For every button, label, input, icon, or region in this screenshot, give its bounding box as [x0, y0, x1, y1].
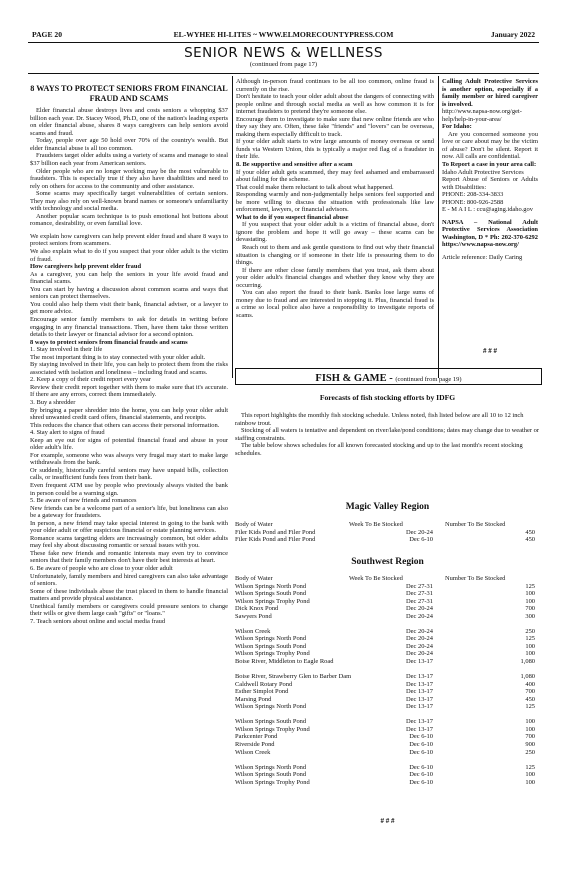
number-cell: 900: [525, 741, 535, 749]
paragraph: You could also help them visit their bank, financial adviser, or a lawyer to get more advice.: [30, 300, 228, 316]
table-row: [235, 536, 535, 544]
article-column-3: [442, 78, 538, 262]
article-column-2: [236, 78, 434, 320]
paragraph: Article reference: Daily Caring: [442, 254, 523, 262]
week-cell: Dec 20-24: [406, 612, 433, 620]
row-gap: [235, 620, 535, 628]
paragraph: The most important thing is to stay connected with your older adult.: [30, 353, 206, 361]
number-cell: 100: [525, 778, 535, 786]
column-header: Number To Be Stocked: [445, 521, 506, 528]
paragraph: Encourage senior family members to ask for details in writing before engaging in any financial transactions. Then, have them take those written details to their lawyer or financial advisor for a second opinion.: [30, 315, 228, 339]
table-row: [235, 726, 535, 734]
paragraph: This reduces the chance that others can access their personal information.: [30, 421, 220, 429]
number-cell: 400: [525, 680, 535, 688]
number-cell: 100: [525, 597, 535, 605]
fish-game-end-mark: # # #: [380, 817, 395, 825]
table-row: [235, 749, 535, 757]
table-row: [235, 628, 535, 636]
water-cell: Wilson Springs Trophy Pond: [235, 597, 310, 605]
paragraph: 6. Be aware of people who are close to your older adult: [30, 565, 173, 572]
week-cell: Dec 20-24: [406, 650, 433, 658]
week-cell: Dec 6-10: [409, 733, 433, 741]
number-cell: 450: [525, 536, 535, 544]
paragraph: 1. Stay involved in their life: [30, 346, 103, 354]
number-cell: 100: [525, 718, 535, 726]
table-row: [235, 681, 535, 689]
week-cell: Dec 27-31: [406, 597, 433, 605]
column-divider: [438, 76, 439, 378]
paragraph: Idaho Adult Protective Services: [442, 168, 524, 176]
number-cell: 100: [525, 642, 535, 650]
week-cell: Dec 13-17: [406, 658, 433, 666]
week-cell: Dec 27-31: [406, 582, 433, 590]
number-cell: 300: [525, 612, 535, 620]
paragraph: If your older adult gets scammed, they may feel ashamed and embarrassed about falling for the scheme.: [236, 168, 434, 184]
paragraph: Today, people over age 50 hold over 70% of the country's wealth. But elder financial abuse is all too common.: [30, 137, 228, 152]
paragraph: 5. Be aware of new friends and romances: [30, 497, 137, 505]
number-cell: 1,080: [520, 658, 535, 666]
week-cell: Dec 6-10: [409, 778, 433, 786]
water-cell: Wilson Creek: [235, 627, 271, 635]
water-cell: Parkcenter Pond: [235, 733, 278, 741]
water-cell: Caldwell Rotary Pond: [235, 680, 293, 688]
table-row: [235, 771, 535, 779]
article-end-mark: # # #: [483, 347, 497, 355]
paragraph: That could make them reluctant to talk about what happened.: [236, 183, 394, 191]
paragraph: For example, someone who was always very frugal may start to make large withdrawals from the bank.: [30, 451, 228, 467]
number-cell: 1,080: [520, 673, 535, 681]
week-cell: Dec 20-24: [406, 635, 433, 643]
paragraph: http://www.napsa-now.org/get-help/help-in-your-area/: [442, 108, 522, 123]
paragraph: Unfortunately, family members and hired caregivers can also take advantage of seniors.: [30, 572, 228, 588]
number-cell: 100: [525, 590, 535, 598]
water-cell: Boise River, Middleton to Eagle Road: [235, 658, 334, 666]
table-row: [235, 703, 535, 711]
week-cell: Dec 6-10: [409, 536, 433, 544]
table-row: [235, 741, 535, 749]
publication-line: EL-WYHEE HI-LITES ~ WWW.ELMORECOUNTYPRESS.COM: [173, 30, 394, 39]
water-cell: Riverside Pond: [235, 741, 275, 749]
week-cell: Dec 20-24: [406, 642, 433, 650]
paragraph: If your older adult starts to wire large amounts of money overseas or send funds via Western Union, this is typically a major red flag of a fraudster in their life.: [236, 138, 434, 161]
stocking-table-southwest: [235, 575, 535, 786]
column-header: Body of Water: [235, 521, 273, 528]
table-row: [235, 658, 535, 666]
water-cell: Wilson Creek: [235, 748, 271, 756]
subheading: NAPSA – National Adult Protective Services Association Washington, D * Ph: 202-370-6292 https://www.napsa-now.org/: [442, 218, 538, 249]
week-cell: Dec 27-31: [406, 590, 433, 598]
column-header: Body of Water: [235, 575, 273, 582]
number-cell: 700: [525, 605, 535, 613]
week-cell: Dec 20-24: [406, 627, 433, 635]
water-cell: Marsing Pond: [235, 695, 272, 703]
table-row: [235, 673, 535, 681]
paragraph: Reach out to them and ask gentle questions to find out why their financial situation is changing or if someone in their life is pressuring them to do things.: [236, 244, 434, 267]
paragraph: PHONE: 208-334-3833: [442, 191, 504, 199]
week-cell: Dec 13-17: [406, 673, 433, 681]
forecast-title: Forecasts of fish stocking efforts by IDFG: [319, 393, 456, 402]
number-cell: 125: [525, 582, 535, 590]
paragraph: 2. Keep a copy of their credit report every year: [30, 376, 151, 384]
stocking-table-magic-valley: [235, 521, 535, 544]
paragraph: Responding warmly and non-judgmentally helps seniors feel supported and be more willing to discuss the situation with professionals like law enforcement, lawyers, or financial advisors.: [236, 191, 434, 214]
week-cell: Dec 20-24: [406, 605, 433, 613]
table-row: [235, 688, 535, 696]
subheading: 8 ways to protect seniors from financial frauds and scams: [30, 338, 188, 346]
issue-date: January 2022: [490, 30, 535, 39]
paragraph: Another popular scam technique is to push emotional hot buttons about romance, desirability, or even familial love.: [30, 212, 228, 228]
water-cell: Esther Simplot Pond: [235, 688, 289, 696]
paragraph: 7. Teach seniors about online and social media fraud: [30, 617, 166, 625]
week-cell: Dec 6-10: [409, 748, 433, 756]
paragraph: Don't hesitate to teach your older adult about the dangers of connecting with people online and through social media as well as how common it is for internet fraudsters to pretend they're someone else.: [236, 93, 434, 116]
table-header: [235, 521, 535, 529]
table-row: [235, 590, 535, 598]
table-row: [235, 583, 535, 591]
intro-paragraph: The table below shows schedules for all known forecasted stocking and up to the last month's recent stocking schedules.: [235, 442, 523, 457]
fish-game-continued: (continued from page 19): [395, 376, 462, 383]
column-header: Week To Be Stocked: [349, 575, 403, 582]
week-cell: Dec 6-10: [409, 763, 433, 771]
water-cell: Sawyers Pond: [235, 612, 272, 620]
column-divider: [232, 76, 233, 378]
paragraph: By bringing a paper shredder into the home, you can help your older adult shred unwanted credit card offers, financial statements, and receipts.: [30, 406, 228, 422]
water-cell: Wilson Springs South Pond: [235, 771, 307, 779]
number-cell: 450: [525, 528, 535, 536]
paragraph: Elder financial abuse destroys lives and costs seniors a whopping $37 billion each year. Dr. Stacey Wood, Ph.D, one of the nation's leading experts on elder financial abuse, shares 8 ways caregivers can help seniors avoid scams and fraud.: [30, 107, 228, 137]
row-gap: [235, 711, 535, 719]
water-cell: Filer Kids Pond and Filer Pond: [235, 528, 316, 536]
paragraph: In person, a new friend may take special interest in going to the bank with your older adult or offer suspicious financial or estate planning services.: [30, 519, 228, 535]
table-header: [235, 575, 535, 583]
table-row: [235, 613, 535, 621]
paragraph: New friends can be a welcome part of a senior's life, but loneliness can also be a gateway for fraudsters.: [30, 504, 228, 520]
table-row: [235, 605, 535, 613]
number-cell: 250: [525, 748, 535, 756]
paragraph: 3. Buy a shredder: [30, 398, 76, 406]
paragraph: Even frequent ATM use by people who previously always visited the bank in person could be a warning sign.: [30, 481, 228, 497]
number-cell: 100: [525, 771, 535, 779]
water-cell: Wilson Springs Trophy Pond: [235, 725, 310, 733]
subheading: Calling Adult Protective Services is another option, especially if a family member or hired caregiver is involved.: [442, 78, 538, 108]
paragraph: Although in-person fraud continues to be all too common, online fraud is currently on the rise.: [236, 78, 434, 93]
week-cell: Dec 20-24: [406, 528, 433, 536]
table-row: [235, 718, 535, 726]
number-cell: 100: [525, 650, 535, 658]
intro-paragraph: Stocking of all waters is tentative and dependent on river/lake/pond conditions; dates may change due to weather or staffing constraints.: [235, 427, 540, 442]
number-cell: 250: [525, 627, 535, 635]
week-cell: Dec 13-17: [406, 688, 433, 696]
number-cell: 125: [525, 635, 535, 643]
paragraph: We explain how caregivers can help prevent elder fraud and share 8 ways to protect seniors from scammers.: [30, 232, 228, 248]
number-cell: 700: [525, 733, 535, 741]
masthead: [28, 29, 539, 41]
subheading: 8. Be supportive and sensitive after a scam: [236, 161, 353, 169]
banner-subtitle: (continued from page 17): [249, 61, 318, 68]
subheading: For Idaho:: [442, 123, 472, 131]
paragraph: If there are other close family members that you trust, ask them about your older adult's financial changes and whether they know why they are occurring.: [236, 266, 434, 289]
row-gap: [235, 666, 535, 674]
fish-game-header: [235, 368, 542, 385]
paragraph: As a caregiver, you can help the seniors in your life avoid fraud and financial scams.: [30, 270, 228, 286]
subheading: How caregivers help prevent elder fraud: [30, 263, 142, 271]
masthead-rule: [28, 42, 539, 43]
week-cell: Dec 13-17: [406, 725, 433, 733]
paragraph: You can start by having a discussion about common scams and ways that seniors can protect themselves.: [30, 285, 228, 301]
number-cell: 125: [525, 703, 535, 711]
page-number: PAGE 20: [32, 30, 63, 39]
number-cell: 450: [525, 695, 535, 703]
article-title: 8 WAYS TO PROTECT SENIORS FROM FINANCIAL FRAUD AND SCAMS: [30, 84, 228, 103]
water-cell: Wilson Springs Trophy Pond: [235, 650, 310, 658]
fish-game-title: FISH & GAME -: [315, 373, 396, 384]
table-row: [235, 529, 535, 537]
table-row: [235, 643, 535, 651]
paragraph: Review their credit report together with them to make sure that it's accurate. If there are any errors, correct them immediately.: [30, 383, 228, 399]
water-cell: Wilson Springs North Pond: [235, 582, 307, 590]
table-row: [235, 696, 535, 704]
paragraph: Romance scams targeting elders are increasingly common, but older adults may feel shy about discussing romantic or sexual issues with you.: [30, 534, 228, 550]
water-cell: Boise River, Strawberry Glen to Barber Dam: [235, 673, 352, 681]
paragraph: Fraudsters target older adults using a variety of scams and manage to steal $37 billion each year from American seniors.: [30, 152, 228, 168]
row-gap: [235, 756, 535, 764]
week-cell: Dec 6-10: [409, 741, 433, 749]
subheading: To Report a case in your area call:: [442, 161, 537, 169]
water-cell: Wilson Springs South Pond: [235, 590, 307, 598]
column-header: Week To Be Stocked: [349, 521, 403, 528]
banner-rule: [28, 73, 539, 74]
table-row: [235, 733, 535, 741]
week-cell: Dec 13-17: [406, 703, 433, 711]
water-cell: Wilson Springs North Pond: [235, 763, 307, 771]
week-cell: Dec 6-10: [409, 771, 433, 779]
subheading: What to do if you suspect financial abuse: [236, 213, 349, 221]
water-cell: Wilson Springs Trophy Pond: [235, 778, 310, 786]
paragraph: Are you concerned someone you love or care about may be the victim of abuse? Don't be silent. Report it now. All calls are confidential.: [442, 130, 538, 161]
paragraph: You can also report the fraud to their bank. Banks lose large sums of money due to fraud and are interested in stopping it. Plus, financial fraud is a crime so local police also have a responsibility to investigate reports of scams.: [236, 289, 434, 319]
water-cell: Wilson Springs South Pond: [235, 718, 307, 726]
region-heading: Magic Valley Region: [345, 502, 430, 512]
water-cell: Filer Kids Pond and Filer Pond: [235, 536, 316, 544]
paragraph: Older people who are no longer working may be the most vulnerable to fraudsters. This is especially true if they also have disabilities and need to rely on others for access to the community and other assistance.: [30, 167, 228, 190]
paragraph: Encourage them to investigate to make sure that new online friends are who they say they are. Often, these fake "friends" and "lovers" can be overseas, making them especially difficult to track.: [236, 115, 434, 138]
paragraph: 4. Stay alert to signs of fraud: [30, 429, 105, 437]
week-cell: Dec 13-17: [406, 695, 433, 703]
week-cell: Dec 13-17: [406, 718, 433, 726]
paragraph: Some of these individuals abuse the trust placed in them to handle financial matters and provide physical assistance.: [30, 587, 228, 603]
paragraph: E - M A I L : ccu@aging.idaho.gov: [442, 206, 533, 214]
paragraph: Unethical family members or caregivers could pressure seniors to change their wills or give them large cash "gifts" or "loans.": [30, 602, 228, 618]
number-cell: 100: [525, 725, 535, 733]
article-column-1: [30, 84, 228, 625]
water-cell: Wilson Springs South Pond: [235, 642, 307, 650]
water-cell: Wilson Springs North Pond: [235, 635, 307, 643]
paragraph: PHONE: 800-926-2588: [442, 198, 504, 206]
table-row: [235, 650, 535, 658]
number-cell: 125: [525, 763, 535, 771]
table-row: [235, 635, 535, 643]
water-cell: Wilson Springs North Pond: [235, 703, 307, 711]
paragraph: By staying involved in their life, you can help to protect them from the risks associated with isolation and loneliness – including fraud and scams.: [30, 361, 228, 376]
region-heading: Southwest Region: [351, 557, 424, 567]
intro-paragraph: This report highlights the monthly fish stocking schedule. Unless noted, fish listed below are all 10 to 12 inch rainbow trout.: [235, 412, 524, 427]
number-cell: 700: [525, 688, 535, 696]
paragraph: We also explain what to do if you suspect that your older adult is the victim of fraud.: [30, 248, 228, 263]
table-row: [235, 598, 535, 606]
table-row: [235, 764, 535, 772]
forecast-intro: [235, 412, 540, 457]
paragraph: Some scams may specifically target vulnerabilities of certain seniors. They may also rely on well-known brand names or someone's unfamiliarity with technology and social media.: [30, 190, 228, 213]
water-cell: Dick Knox Pond: [235, 605, 279, 613]
paragraph: Or suddenly, historically careful seniors may have unpaid bills, collection calls, or insufficient funds fees from their bank.: [30, 466, 228, 482]
column-header: Number To Be Stocked: [445, 575, 506, 582]
paragraph: These fake new friends and romantic interests may even try to convince seniors that their family members don't have their best interests at heart.: [30, 549, 228, 565]
week-cell: Dec 13-17: [406, 680, 433, 688]
table-row: [235, 779, 535, 787]
paragraph: If you suspect that your older adult is a victim of financial abuse, don't ignore the problem and hope it will go away – these scams can be devastating.: [236, 221, 434, 244]
paragraph: Keep an eye out for signs of potential financial fraud and abuse in your older adult's life.: [30, 436, 228, 452]
paragraph: Report Abuse of Seniors or Adults with Disabilities:: [442, 176, 538, 191]
section-banner: SENIOR NEWS & WELLNESS: [184, 45, 383, 61]
